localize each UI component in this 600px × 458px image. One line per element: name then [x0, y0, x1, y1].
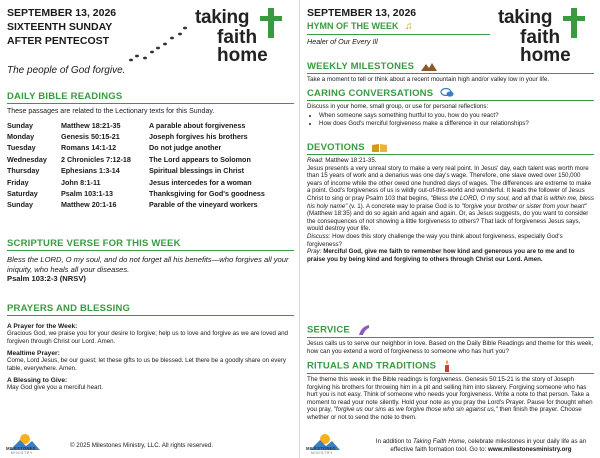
prayer-week-text: Gracious God, we praise you for your desire to forgive; help us to love and forgive as we are loved and forgiven through Christ our Lord. Amen.	[7, 330, 288, 345]
prayers-title: PRAYERS AND BLESSING	[7, 303, 131, 314]
milestones-section	[307, 61, 594, 84]
pray-text: Pray: Merciful God, give me faith to remember how kind and generous you are to me and to praise you by being kind and forgiving to others through Christ our Lord. Amen.	[307, 248, 575, 263]
cross-icon	[563, 8, 585, 38]
left-footer	[0, 428, 300, 458]
sunday-name: SIXTEENTH SUNDAY	[7, 21, 113, 33]
milestones-logo-subtext: MINISTRY	[311, 451, 334, 455]
scripture-verse-title: SCRIPTURE VERSE FOR THIS WEEK	[7, 238, 181, 249]
helping-hand-icon	[357, 324, 371, 336]
caring-list	[307, 112, 594, 128]
milestones-text: Take a moment to tell or think about a recent mountain high and/or valley low in your life.	[307, 76, 550, 83]
right-footer	[300, 428, 600, 458]
milestones-logo-subtext: MINISTRY	[11, 451, 34, 455]
copyright: © 2025 Milestones Ministry, LLC. All rights reserved.	[70, 442, 214, 449]
prayer-week-heading: A Prayer for the Week:	[7, 323, 78, 330]
reading-row: Wednesday 2 Chronicles 7:12-18 The Lord appears to Solomon	[7, 154, 251, 164]
speech-bubble-icon	[440, 88, 454, 98]
reading-row: Sunday Matthew 18:21-35 A parable about forgiveness	[7, 120, 246, 130]
daily-readings-title: DAILY BIBLE READINGS	[7, 91, 123, 102]
readings-list	[7, 120, 294, 211]
list-item: • When someone says something hurtful to you, how do you react?	[319, 112, 594, 120]
service-text: Jesus calls us to serve our neighbor in love. Based on the Daily Bible Readings and theme for this week, how can you extend a word of forgiveness to someone who has hurt you?	[307, 340, 594, 355]
reading-row: Tuesday Romans 14:1-12 Do not judge another	[7, 143, 222, 153]
left-date: SEPTEMBER 13, 2026	[7, 7, 117, 19]
caring-intro: Discuss in your home, small group, or use for personal reflections:	[307, 103, 489, 110]
book-icon	[372, 143, 387, 152]
mealtime-heading: Mealtime Prayer:	[7, 350, 60, 358]
candle-icon	[443, 360, 451, 372]
caring-section	[307, 88, 594, 129]
footprints-icon	[125, 20, 195, 66]
footer-url-link[interactable]: www.milestonesministry.org	[488, 446, 572, 453]
list-item: • How does God's merciful forgiveness make a difference in our relationships?	[319, 120, 594, 128]
hymn-name: Healer of Our Every Ill	[307, 37, 378, 46]
discuss-text: Discuss: How does this story challenge the way you think about forgiveness, especially God's forgiveness?	[307, 232, 563, 248]
read-label: Read:	[307, 157, 324, 164]
blessing-text: May God give you a merciful heart.	[7, 384, 103, 392]
weekly-theme: The people of God forgive.	[7, 65, 126, 76]
reading-row: Friday John 8:1-11 Jesus intercedes for a woman	[7, 177, 252, 187]
cross-icon	[260, 8, 282, 38]
daily-readings-intro: These passages are related to the Lectionary texts for this Sunday.	[7, 108, 215, 115]
right-page	[300, 0, 600, 458]
scripture-verse-section	[7, 238, 294, 283]
devotions-title: DEVOTIONS	[307, 142, 365, 153]
reading-row: Sunday Matthew 20:1-16 Parable of the vineyard workers	[7, 200, 258, 210]
reading-row: Thursday Ephesians 1:3-14 Spiritual blessings in Christ	[7, 166, 245, 176]
read-reference: Matthew 18:21-35.	[325, 157, 377, 164]
daily-readings-section	[7, 91, 294, 211]
prayers-section	[7, 303, 294, 392]
rituals-text: The theme this week in the Bible readings is forgiveness. Genesis 50:15-21 is the story of Joseph forgiving his brothers for throwing him in a pit and selling him into slavery. Forgiving someone who has hurt you is not easy. Think of someone who needs your forgiveness. Write a note to that person. Take a moment to read your note silently. Hold your note as you pray the Lord's Prayer. Pause for thought when you pray, "forgive us our sins as we forgive those who sin against us," then finish the prayer. Choose whether or not to send the note to them.	[307, 376, 593, 421]
reading-row: Monday Genesis 50:15-21 Joseph forgives his brothers	[7, 132, 248, 141]
rituals-title: RITUALS AND TRADITIONS	[307, 360, 437, 372]
devotion-body: Jesus presents a very unreal story to make a very real point. In Jesus' day, each talent was worth more than 15 years of work and a denarius was one day's wage. Therefore, one slave owed over 150,000 years of income while the other owed one hundred days of wages. The differences are extreme to make a point. God's forgiveness of us is wildly out-of-this-world and wonderful. It leads the follower of Jesus Christ to sing or pray Psalm 103 that begins, "Bless the LORD, O my soul, and all that is within me, bless his holy name" (v. 1). A concrete way to praise God is to "forgive your brother or sister from your heart" (Matthew 18:35) and do so again and again and again. Or, as Jesus suggests, do you want to consider the consequences of not showing a little forgiveness to others? That lack of forgiveness Jesus says, would destroy your life.	[307, 164, 594, 233]
scripture-verse: Bless the LORD, O my soul, and do not forget all his benefits—who forgives all your iniquity, who heals all your diseases.	[7, 255, 289, 274]
pentecost-label: AFTER PENTECOST	[7, 35, 110, 47]
milestones-logo-text: MILESTONES	[6, 446, 36, 451]
hymn-title: HYMN OF THE WEEK ♫	[307, 21, 413, 33]
devotions-section	[307, 142, 594, 263]
milestones-title: WEEKLY MILESTONES	[307, 61, 415, 72]
milestones-logo-text: MILESTONES	[306, 446, 336, 451]
right-date: SEPTEMBER 13, 2026	[307, 7, 417, 19]
mealtime-text: Come, Lord Jesus, be our guest; let these gifts to us be blessed. Let there be a goodly share on every table, everywhere. Amen.	[7, 357, 286, 372]
caring-title: CARING CONVERSATIONS	[307, 88, 434, 99]
scripture-reference: Psalm 103:2-3 (NRSV)	[7, 274, 86, 284]
mountain-icon	[421, 62, 437, 71]
music-note-icon: ♫	[405, 21, 413, 33]
taking-faith-home-logo: taking faith home	[498, 5, 598, 77]
footer-promo: In addition to Taking Faith Home, celebrate milestones in your daily life as an effective faith formation tool. Go to: www.milestonesministry.org	[375, 438, 587, 453]
rituals-section	[307, 360, 594, 422]
reading-row: Saturday Psalm 103:1-13 Thanksgiving for God's goodness	[7, 189, 265, 199]
taking-faith-home-logo: taking faith home	[195, 5, 295, 77]
service-section	[307, 324, 594, 355]
blessing-heading: A Blessing to Give:	[7, 377, 68, 385]
service-title: SERVICE	[307, 324, 350, 336]
